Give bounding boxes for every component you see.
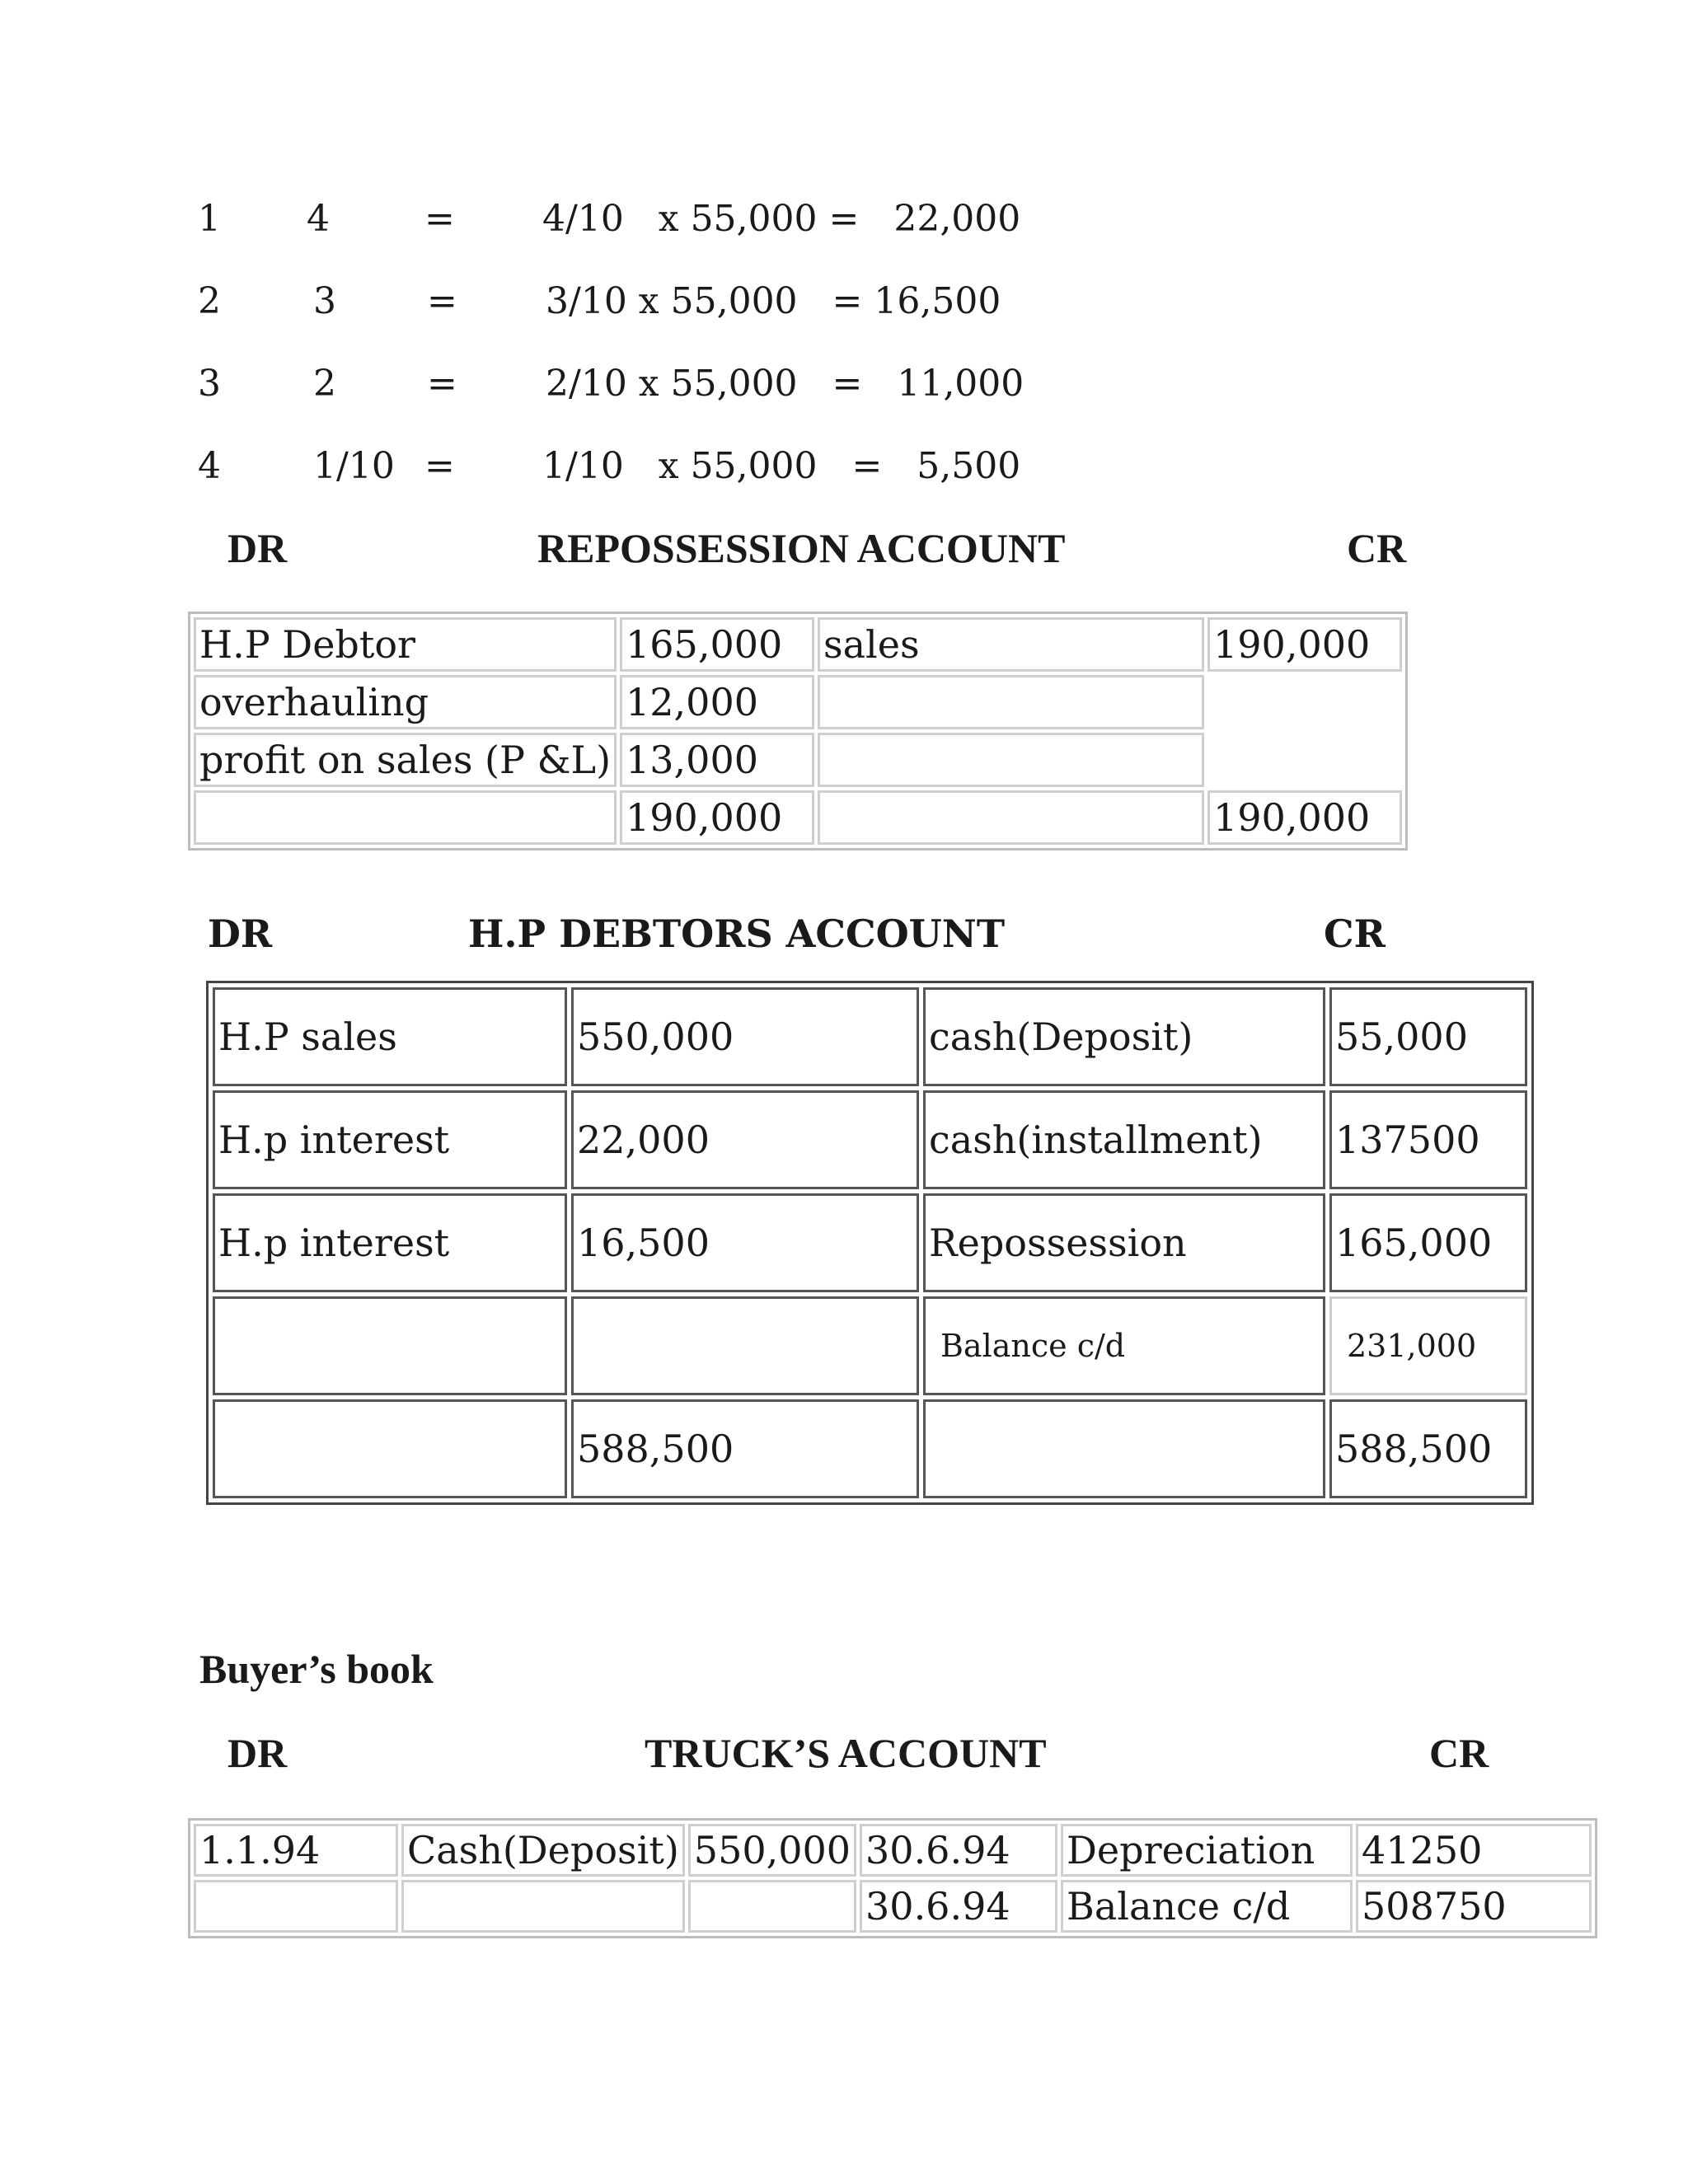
repossession-title: REPOSSESSION ACCOUNT <box>537 525 1066 571</box>
calc-num: 1 <box>198 198 221 240</box>
table-cell <box>1207 675 1402 729</box>
table-cell <box>688 1880 856 1933</box>
table-row <box>194 1824 1592 1877</box>
table-cell: 190,000 <box>620 790 814 845</box>
table-cell: overhauling <box>194 675 617 729</box>
calc-num: 2 <box>198 280 221 322</box>
table-cell <box>401 1880 685 1933</box>
calc-equals: = <box>424 445 455 487</box>
table-cell: 1.1.94 <box>194 1824 398 1877</box>
table-cell: H.P sales <box>213 987 567 1086</box>
table-cell: 231,000 <box>1329 1296 1527 1395</box>
table-cell <box>571 1296 919 1395</box>
table-cell <box>194 1880 398 1933</box>
table-cell <box>213 1296 567 1395</box>
calc-num: 3 <box>198 363 221 405</box>
calc-factor: 4 <box>307 198 330 240</box>
calc-equals: = <box>427 280 457 322</box>
calc-expression: 4/10 x 55,000 = 22,000 <box>542 198 1021 240</box>
table-row <box>213 1399 1527 1498</box>
table-cell: cash(Deposit) <box>923 987 1325 1086</box>
table-cell: H.p interest <box>213 1193 567 1292</box>
repossession-table <box>188 612 1408 851</box>
table-cell <box>213 1399 567 1498</box>
table-cell: 190,000 <box>1207 617 1402 672</box>
truck-title: TRUCK’S ACCOUNT <box>645 1730 1047 1776</box>
table-cell: H.P Debtor <box>194 617 617 672</box>
table-cell: profit on sales (P &L) <box>194 733 617 787</box>
table-cell: Balance c/d <box>1061 1880 1353 1933</box>
table-cell: 550,000 <box>571 987 919 1086</box>
repossession-cr-label: CR <box>1347 525 1407 571</box>
table-cell: sales <box>818 617 1204 672</box>
table-cell: H.p interest <box>213 1090 567 1189</box>
truck-account-table <box>188 1818 1597 1938</box>
table-cell: Cash(Deposit) <box>401 1824 685 1877</box>
table-row <box>194 617 1402 672</box>
table-cell: 588,500 <box>1329 1399 1527 1498</box>
calc-expression: 2/10 x 55,000 = 11,000 <box>546 363 1025 405</box>
table-cell <box>1207 733 1402 787</box>
table-cell: 55,000 <box>1329 987 1527 1086</box>
table-cell: 30.6.94 <box>860 1824 1057 1877</box>
table-row <box>194 733 1402 787</box>
table-cell: Repossession <box>923 1193 1325 1292</box>
table-cell: 550,000 <box>688 1824 856 1877</box>
table-cell: Depreciation <box>1061 1824 1353 1877</box>
table-cell: 13,000 <box>620 733 814 787</box>
truck-cr-label: CR <box>1429 1730 1489 1776</box>
table-cell: Balance c/d <box>923 1296 1325 1395</box>
calc-factor: 3 <box>313 280 336 322</box>
calc-expression: 1/10 x 55,000 = 5,500 <box>542 445 1021 487</box>
table-cell <box>923 1399 1325 1498</box>
table-cell <box>818 733 1204 787</box>
table-row <box>194 675 1402 729</box>
table-cell: 190,000 <box>1207 790 1402 845</box>
table-cell: 588,500 <box>571 1399 919 1498</box>
table-cell: 165,000 <box>1329 1193 1527 1292</box>
table-cell: 137500 <box>1329 1090 1527 1189</box>
table-cell: 22,000 <box>571 1090 919 1189</box>
hp-debtors-cr-label: CR <box>1324 912 1386 956</box>
table-cell: 41250 <box>1356 1824 1592 1877</box>
calc-equals: = <box>424 198 455 240</box>
table-cell: 508750 <box>1356 1880 1592 1933</box>
table-cell: 16,500 <box>571 1193 919 1292</box>
calc-expression: 3/10 x 55,000 = 16,500 <box>546 280 1001 322</box>
table-cell: cash(installment) <box>923 1090 1325 1189</box>
hp-debtors-title: H.P DEBTORS ACCOUNT <box>468 912 1006 956</box>
table-row <box>194 1880 1592 1933</box>
table-cell: 165,000 <box>620 617 814 672</box>
table-row <box>213 987 1527 1086</box>
buyers-book-heading: Buyer’s book <box>199 1646 434 1692</box>
table-row <box>213 1296 1527 1395</box>
calc-factor: 2 <box>313 363 336 405</box>
table-cell <box>818 790 1204 845</box>
table-cell: 12,000 <box>620 675 814 729</box>
table-row <box>213 1193 1527 1292</box>
truck-dr-label: DR <box>227 1730 288 1776</box>
table-cell: 30.6.94 <box>860 1880 1057 1933</box>
repossession-dr-label: DR <box>227 525 288 571</box>
table-cell <box>194 790 617 845</box>
calc-equals: = <box>427 363 457 405</box>
table-row <box>194 790 1402 845</box>
table-cell <box>818 675 1204 729</box>
hp-debtors-table <box>206 981 1534 1505</box>
table-row <box>213 1090 1527 1189</box>
hp-debtors-dr-label: DR <box>208 912 273 956</box>
calc-num: 4 <box>198 445 221 487</box>
calc-factor: 1/10 <box>313 445 395 487</box>
